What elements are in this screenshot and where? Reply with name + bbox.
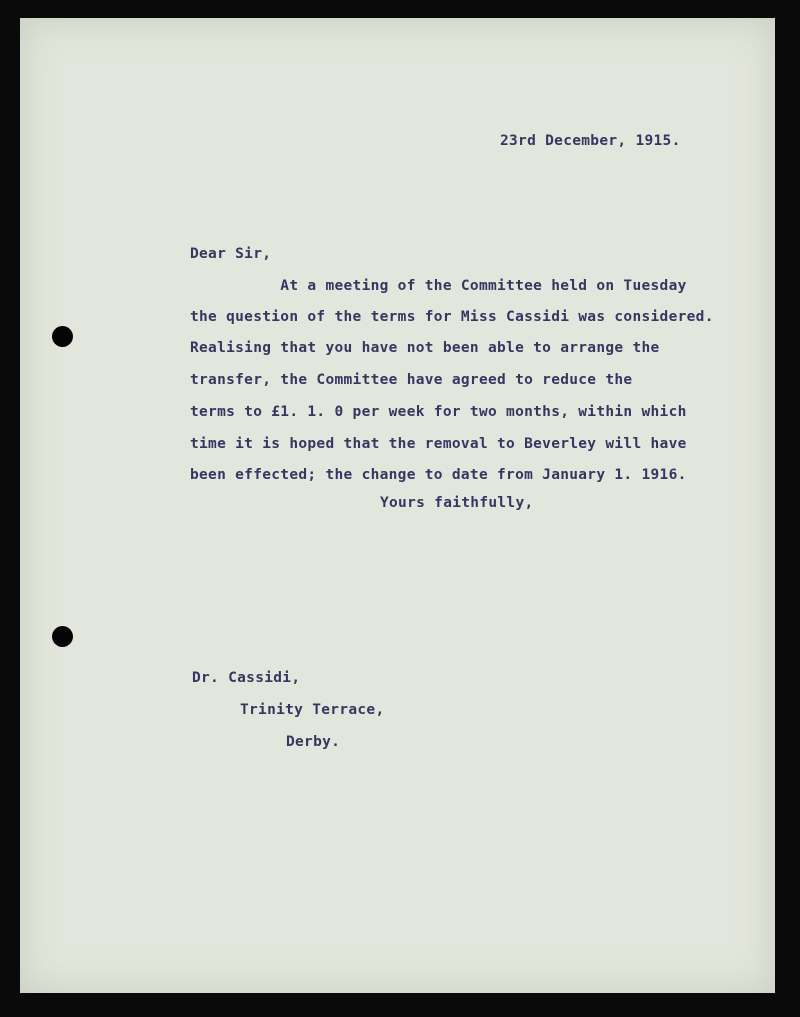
body-line-7: been effected; the change to date from January 1. 1916. (190, 467, 687, 483)
closing: Yours faithfully, (380, 495, 534, 511)
letter-paper (20, 18, 775, 993)
address-city: Derby. (286, 734, 341, 750)
salutation: Dear Sir, (190, 246, 272, 262)
punch-hole-bottom (52, 626, 73, 647)
letter-date: 23rd December, 1915. (500, 133, 681, 149)
body-line-1: At a meeting of the Committee held on Tuesday (190, 278, 687, 294)
body-line-3: Realising that you have not been able to arrange the (190, 340, 660, 356)
punch-hole-top (52, 326, 73, 347)
body-line-6: time it is hoped that the removal to Beverley will have (190, 436, 687, 452)
body-line-2: the question of the terms for Miss Cassidi was considered. (190, 309, 714, 325)
address-name: Dr. Cassidi, (192, 670, 301, 686)
body-line-5: terms to £1. 1. 0 per week for two months, within which (190, 404, 687, 420)
address-street: Trinity Terrace, (240, 702, 385, 718)
body-line-4: transfer, the Committee have agreed to reduce the (190, 372, 633, 388)
